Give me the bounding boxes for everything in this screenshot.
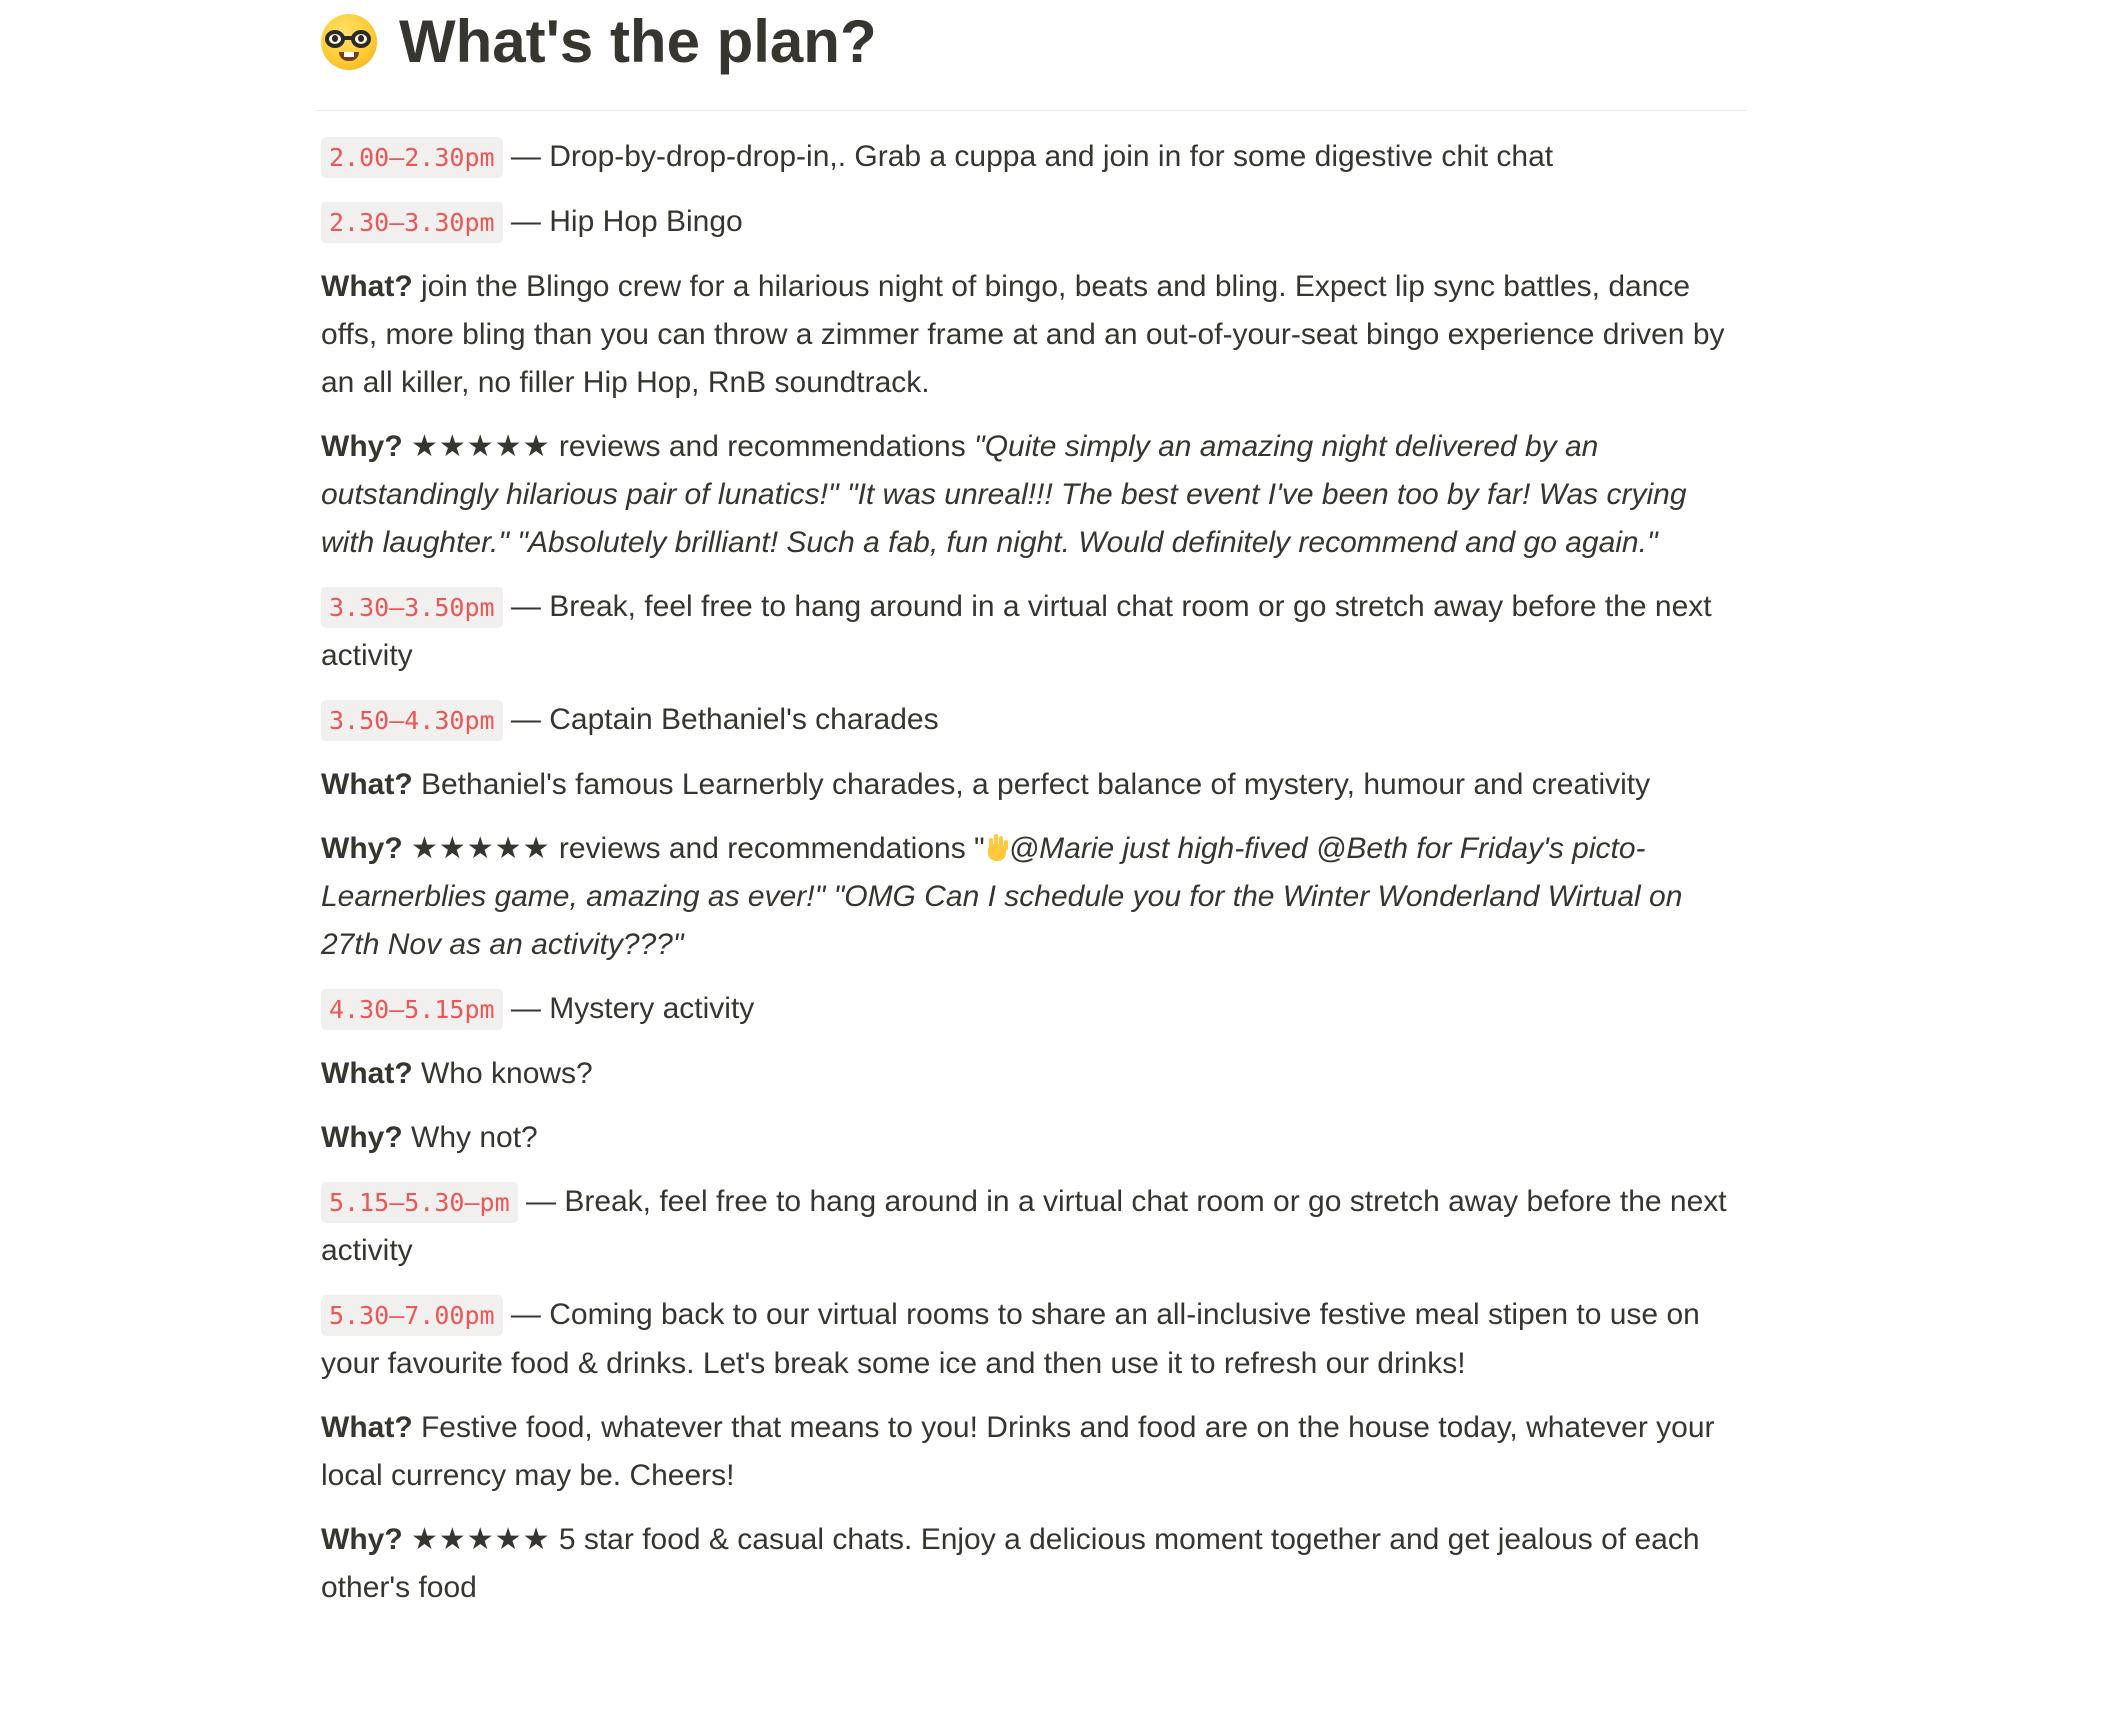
what-paragraph[interactable] — [321, 263, 1742, 407]
content — [316, 133, 1746, 1612]
what-label: What? — [321, 270, 413, 303]
dash: — — [510, 590, 541, 623]
review-quotes: "Quite simply an amazing night delivered by an outstandingly hilarious pair of lunatics!" "It was unreal!!! The best event I've been too by far! Was crying with laughter." "Absolutely brilliant! Such a fab, fun night. Would definitely recommend and go again." — [321, 430, 1687, 559]
schedule-text: Captain Bethaniel's charades — [549, 703, 939, 736]
divider — [316, 110, 1746, 111]
what-paragraph[interactable] — [321, 761, 1742, 809]
dash: — — [510, 205, 541, 238]
what-text: join the Blingo crew for a hilarious night of bingo, beats and bling. Expect lip sync battles, dance offs, more bling than you can throw a zimmer frame at and an out-of-your-seat bingo experience driven by an all killer, no filler Hip Hop, RnB soundtrack. — [321, 270, 1725, 399]
what-label: What? — [321, 768, 413, 801]
dash: — — [525, 1185, 556, 1218]
why-paragraph[interactable] — [321, 1516, 1742, 1612]
why-paragraph[interactable] — [321, 423, 1742, 567]
schedule-item[interactable] — [321, 696, 1742, 745]
schedule-item[interactable] — [321, 198, 1742, 247]
what-paragraph[interactable] — [321, 1050, 1742, 1098]
page-header — [316, 2, 1746, 82]
dash: — — [510, 703, 541, 736]
dash: — — [510, 140, 541, 173]
why-label: Why? — [321, 832, 403, 865]
five-stars-icon: ★★★★★ — [411, 832, 551, 865]
schedule-item[interactable] — [321, 985, 1742, 1034]
what-label: What? — [321, 1411, 413, 1444]
schedule-text: Break, feel free to hang around in a virtual chat room or go stretch away before the next activity — [321, 1185, 1727, 1267]
schedule-item[interactable] — [321, 583, 1742, 680]
why-paragraph[interactable] — [321, 1114, 1742, 1162]
what-text: Who knows? — [420, 1057, 593, 1090]
time-badge: 3.50–4.30pm — [321, 700, 503, 741]
dash: — — [510, 1298, 541, 1331]
time-badge: 4.30–5.15pm — [321, 989, 503, 1030]
five-stars-icon: ★★★★★ — [411, 430, 551, 463]
time-badge: 5.15–5.30–pm — [321, 1182, 518, 1223]
raised-hand-icon — [985, 834, 1009, 862]
why-label: Why? — [321, 430, 403, 463]
nerd-face-icon[interactable] — [319, 12, 379, 72]
why-text: Why not? — [411, 1121, 538, 1154]
schedule-text: Break, feel free to hang around in a virtual chat room or go stretch away before the next activity — [321, 590, 1712, 672]
schedule-text: Hip Hop Bingo — [549, 205, 743, 238]
why-label: Why? — [321, 1523, 403, 1556]
five-stars-icon: ★★★★★ — [411, 1523, 551, 1556]
time-badge: 2.00–2.30pm — [321, 137, 503, 178]
what-label: What? — [321, 1057, 413, 1090]
page-title[interactable]: What's the plan? — [399, 8, 877, 75]
schedule-item[interactable] — [321, 1291, 1742, 1388]
schedule-text: Coming back to our virtual rooms to share an all-inclusive festive meal stipen to use on your favourite food & drinks. Let's break some ice and then use it to refresh our drinks! — [321, 1298, 1700, 1380]
review-quotes: @Marie just high-fived @Beth for Friday's picto-Learnerblies game, amazing as ever!" "OMG Can I schedule you for the Winter Wonderland Wirtual on 27th Nov as an activity???" — [321, 832, 1683, 961]
schedule-item[interactable] — [321, 133, 1742, 182]
what-text: Festive food, whatever that means to you! Drinks and food are on the house today, whatever your local currency may be. Cheers! — [321, 1411, 1715, 1492]
why-paragraph[interactable] — [321, 825, 1742, 969]
why-text: reviews and recommendations " — [558, 832, 985, 865]
what-paragraph[interactable] — [321, 1404, 1742, 1500]
why-text: reviews and recommendations — [558, 430, 966, 463]
why-label: Why? — [321, 1121, 403, 1154]
schedule-item[interactable] — [321, 1178, 1742, 1275]
schedule-text: Mystery activity — [549, 992, 755, 1025]
schedule-text: Drop-by-drop-drop-in,. Grab a cuppa and join in for some digestive chit chat — [549, 140, 1554, 173]
time-badge: 2.30–3.30pm — [321, 202, 503, 243]
page — [316, 0, 1746, 1628]
time-badge: 3.30–3.50pm — [321, 587, 503, 628]
why-text: 5 star food & casual chats. Enjoy a delicious moment together and get jealous of each other's food — [321, 1523, 1700, 1604]
dash: — — [510, 992, 541, 1025]
what-text: Bethaniel's famous Learnerbly charades, a perfect balance of mystery, humour and creativity — [420, 768, 1651, 801]
time-badge: 5.30–7.00pm — [321, 1295, 503, 1336]
